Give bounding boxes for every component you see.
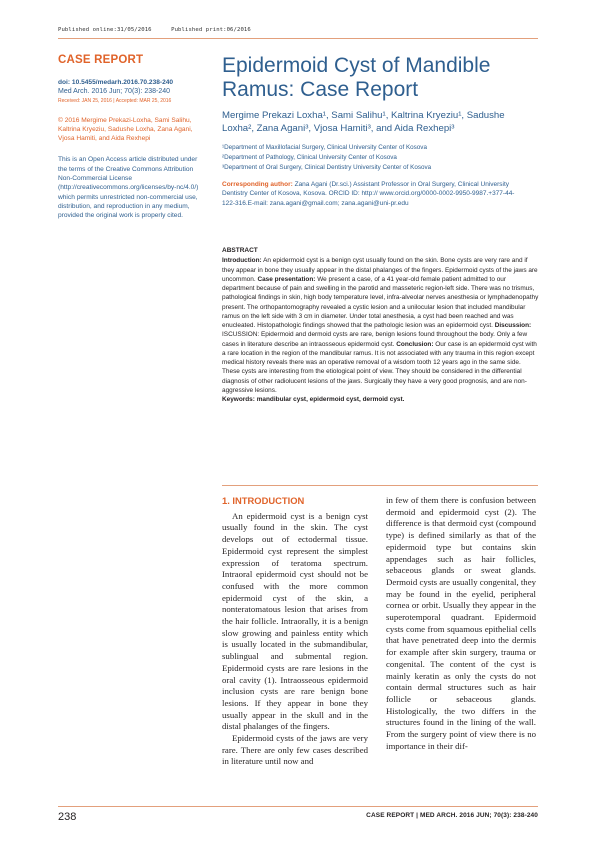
body-paragraph: in few of them there is confusion between dermoid and epidermoid cyst (2). The difference is that dermoid cyst (compound type) is defined similarly as that of the epidermoid type but contains skin appendages such as hair follicles, sebaceous glands or sweat glands. Dermoid cysts are usually congenital, they may be found in the eyelid, peripheral cornea or orbit. Usually they appear in the superotemporal quadrant. Epidermoid cysts come from squamous epithelial cells that have penetrated deep into the dermis for example after skin surgery, trauma or congenital. The content of the cyst is mainly keratin as only the cysts do not contain dermal structures such as hair follicle or sebaceous glands. Histologically, the two differs in the structures found in the lining of the wall. From the surgery point of view there is no importance in their dif- bbox=[386, 495, 536, 751]
affiliation-2: ²Department of Pathology, Clinical University Center of Kosova bbox=[222, 154, 397, 162]
affiliation-1: ¹Department of Maxillofacial Surgery, Clinical University Center of Kosova bbox=[222, 144, 427, 152]
corresponding-label: Corresponding author: bbox=[222, 181, 293, 189]
abstract-conclusion: Our case is an epidermoid cyst with a rare location in the region of the mandibular ramus. It is not associated with any trauma in this region except medical history reveals there was an operative removal of a wisdom tooth 12 years ago in the same side. These cysts are interesting from the etiological point of view. They should be considered in the differential diagnosis of other radiolucent lesions of the jaws. Surgically they have a very good prognosis, and are non-aggressive lesions. bbox=[222, 340, 537, 394]
abstract-discussion: ISCUSSION: Epidermoid and dermoid cysts are rare, benign lesions found throughout the body. Only a few cases in literature describe an intraosseous epidermoid cyst. bbox=[222, 331, 528, 348]
left-sidebar bbox=[58, 54, 200, 220]
abstract-discussion-label: Discussion: bbox=[494, 322, 532, 329]
section-heading-introduction: 1. INTRODUCTION bbox=[222, 495, 305, 506]
body-divider bbox=[222, 485, 538, 486]
corresponding-text[interactable]: Zana Agani (Dr.sci.) Assistant Professor in Oral Surgery, Clinical University Dentistry Center of Kosova, Kosova. ORCID ID: http:// www.orcid.org/0000-0002-9950-9987.+377-44-122-316.E-mail: zana.agani@gmail.com; zana.agani@uni-pr.edu bbox=[222, 181, 515, 207]
article-title: Epidermoid Cyst of Mandible Ramus: Case Report bbox=[222, 54, 491, 101]
keywords: Keywords: mandibular cyst, epidermoid cyst, dermoid cyst. bbox=[222, 396, 405, 403]
author-list: Mergime Prekazi Loxha¹, Sami Salihu¹, Kaltrina Kryeziu¹, Sadushe Loxha², Zana Agani³, Vjosa Hamiti³, and Aida Rexhepi³ bbox=[222, 110, 505, 134]
article-header bbox=[222, 54, 524, 218]
received-accepted-dates: Received: JAN 25, 2016 | Accepted: MAR 25, 2016 bbox=[58, 97, 172, 104]
affiliation-3: ³Department of Oral Surgery, Clinical Dentistry University Center of Kosova bbox=[222, 164, 432, 172]
abstract-intro: An epidermoid cyst is a benign cyst usually found on the skin. Bone cysts are very rare and if they appear in bone they usually appear in the distal phalanges of the fingers. Epidermoid cysts of the jaws are uncommon. bbox=[222, 257, 538, 283]
abstract-conclusion-label: Conclusion: bbox=[396, 340, 434, 348]
section-label: CASE REPORT bbox=[58, 54, 144, 66]
abstract-case: We present a case, of a 41 year-old female patient admitted to our department because of pain and swelling in the parotid and masseteric region-left side. There was no trismus, pathological findings in skin, high body temperature level, infra-alveolar nerves anesthesia or lymphadenopathy present. The orthopantomography revealed a cystic lesion and a unilocular lesion that included mandibular ramus on the left side with 3 cm in diameter. Under total anesthesia, a cyst had been reached and was enucleated. Histopathologic findings showed that the pathologic lesion was an epidermoid cyst. bbox=[222, 275, 539, 329]
journal-running-title: CASE REPORT | MED ARCH. 2016 JUN; 70(3): 238-240 bbox=[366, 812, 538, 819]
abstract-heading: ABSTRACT bbox=[222, 247, 258, 254]
published-print: Published print:06/2016 bbox=[171, 27, 251, 33]
publication-dates bbox=[58, 27, 267, 33]
license-notice: This is an Open Access article distributed under the terms of the Creative Commons Attribution Non-Commercial License (http://creativecommons.org/licenses/by-nc/4.0/) which permits unrestricted non-commercial use, distribution, and reproduction in any medium, provided the original work is properly cited. bbox=[58, 156, 199, 220]
body-column-2 bbox=[386, 495, 536, 752]
abstract bbox=[222, 246, 540, 404]
body-column-1 bbox=[222, 495, 368, 768]
copyright-notice: © 2016 Mergime Prekazi-Loxha, Sami Salihu, Kaltrina Kryeziu, Sadushe Loxha, Zana Agani, Vjosa Hamiti, and Aida Rexhepi bbox=[58, 116, 193, 143]
citation: Med Arch. 2016 Jun; 70(3): 238-240 bbox=[58, 88, 171, 95]
page-number: 238 bbox=[58, 811, 77, 823]
published-online: Published online:31/05/2016 bbox=[58, 27, 152, 33]
body-paragraph: An epidermoid cyst is a benign cyst usually found in the skin. The cyst develops out of ectodermal tissue. Epidermoid cyst represent the simplest expression of teratoma spectrum. Intraoral epidermoid cyst should not be confused with the more common epidermoid cyst of the skin, a nonteratomatous lesion that arises from the hair follicle. Intraorally, it is a benign slow growing and painless entity which is usually located in the submandibular, sublingual and submental region. Epidermoid cysts are rare lesions in the oral cavity (1). Intraosseous epidermoid inclusion cysts are rare benign bone lesions. If they appear in bone they usually appear in the skull and in the distal phalanges of the fingers. bbox=[222, 510, 368, 732]
footer-divider bbox=[58, 806, 538, 807]
body-paragraph: Epidermoid cysts of the jaws are very rare. There are only few cases described in literature until now and bbox=[222, 733, 368, 767]
doi-link[interactable]: doi: 10.5455/medarh.2016.70.238-240 bbox=[58, 79, 174, 86]
abstract-case-label: Case presentation: bbox=[257, 275, 316, 283]
corresponding-author bbox=[222, 180, 524, 208]
affiliations bbox=[222, 143, 524, 173]
abstract-intro-label: Introduction: bbox=[222, 257, 262, 265]
header-divider bbox=[58, 38, 538, 39]
